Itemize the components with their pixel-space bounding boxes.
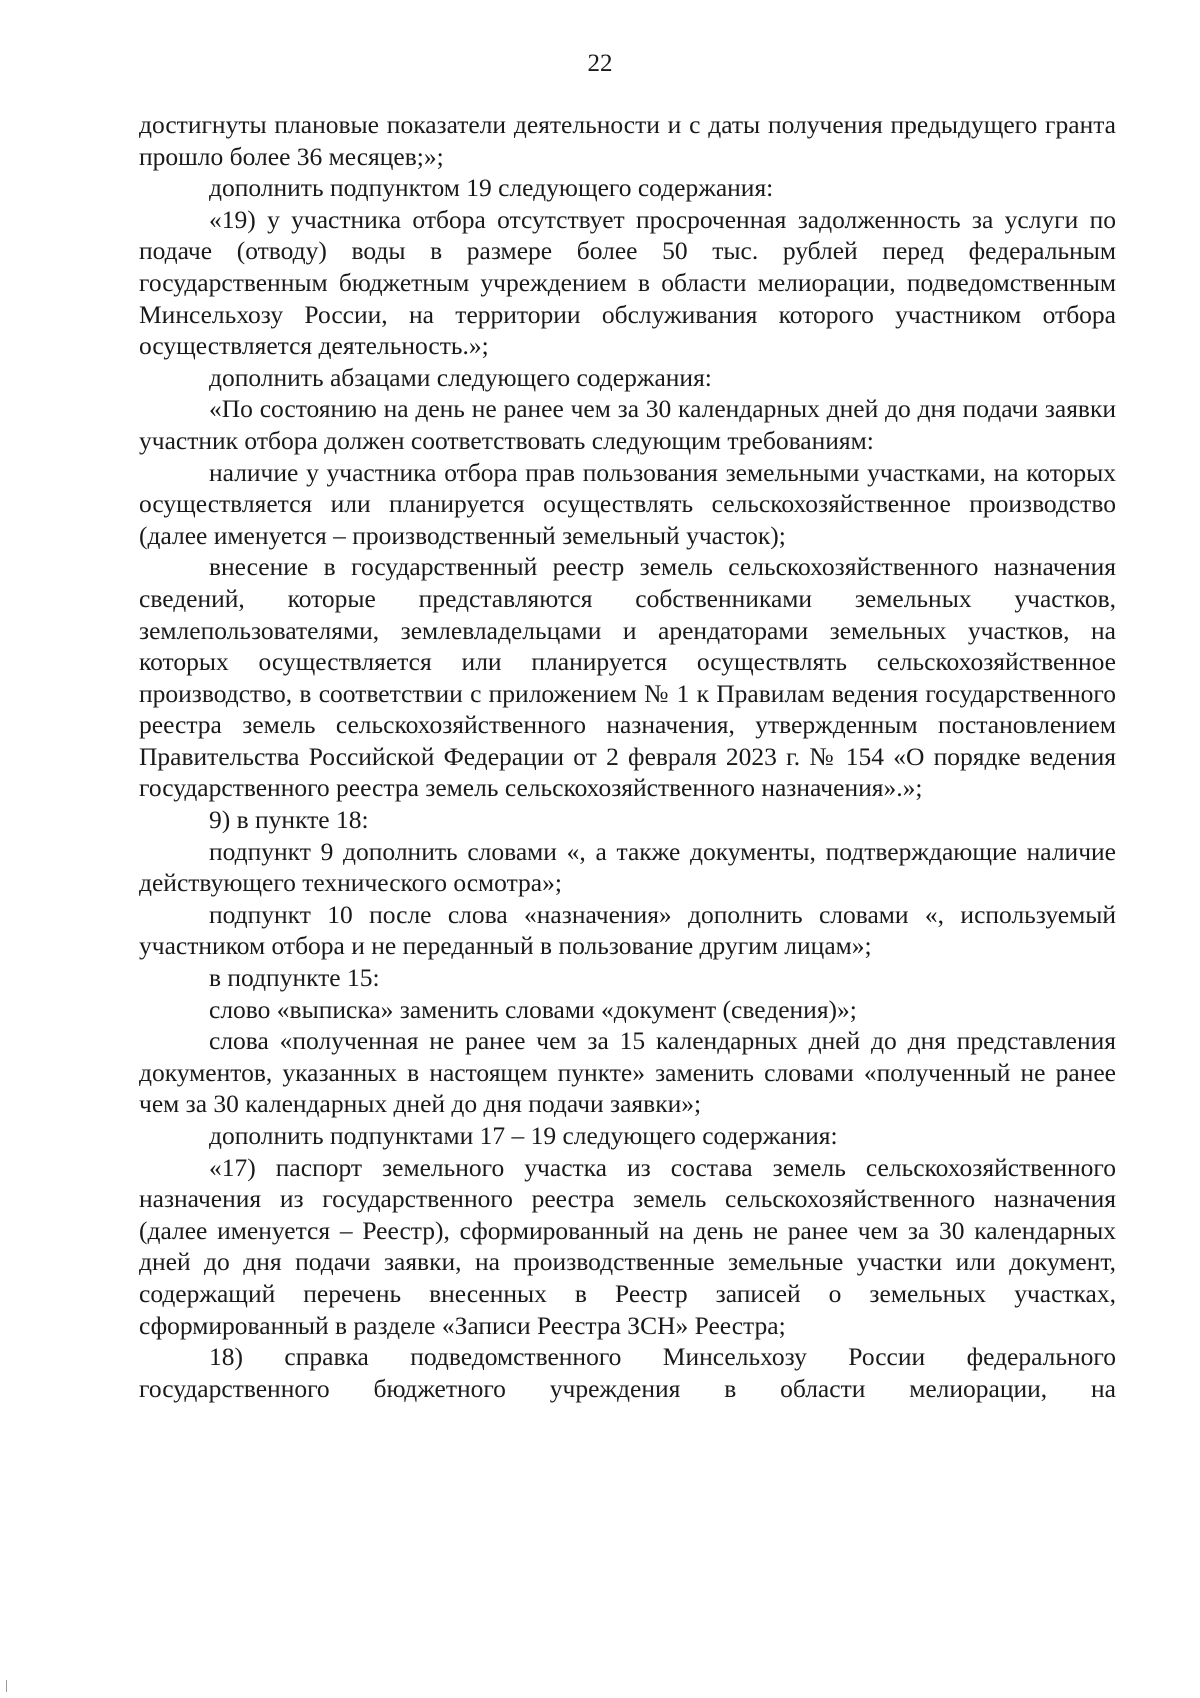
paragraph: внесение в государственный реестр земель сельскохозяйственного назначения сведений, которые представляются собственниками земельных участков, землепользователями, землевладельцами и арендаторами земельных участков, на которых осуществляется или планируется осуществлять сельскохозяйственное производство, в соответствии с приложением № 1 к Правилам ведения государственного реестра земель сельскохозяйственного назначения, утвержденным постановлением Правительства Российской Федерации от 2 февраля 2023 г. № 154 «О порядке ведения государственного реестра земель сельскохозяйственного назначения».»; <box>139 552 1116 803</box>
paragraph: «17) паспорт земельного участка из состава земель сельскохозяйственного назначения из государственного реестра земель сельскохозяйственного назначения (далее именуется – Реестр), сформированный на день не ранее чем за 30 календарных дней до дня подачи заявки, на производственные земельные участки или документ, содержащий перечень внесенных в Реестр записей о земельных участках, сформированный в разделе «Записи Реестра ЗСН» Реестра; <box>139 1152 1116 1340</box>
paragraph: 9) в пункте 18: <box>209 805 369 835</box>
paragraph: дополнить подпунктами 17 – 19 следующего содержания: <box>209 1121 838 1150</box>
paragraph: «19) у участника отбора отсутствует просроченная задолженность за услуги по подаче (отводу) воды в размере более 50 тыс. рублей перед федеральным государственным бюджетным учреждением в области мелиорации, подведомственным Минсельхозу России, на территории обслуживания которого участником отбора осуществляется деятельность.»; <box>139 204 1116 361</box>
paragraph: подпункт 10 после слова «назначения» дополнить словами «, используемый участником отбора и не переданный в пользование другим лицам»; <box>139 899 1116 961</box>
scan-margin-mark <box>6 1680 7 1692</box>
paragraph: слово «выписка» заменить словами «документ (сведения)»; <box>209 994 857 1024</box>
paragraph: дополнить абзацами следующего содержания: <box>209 362 712 392</box>
page-number: 22 <box>587 50 613 77</box>
paragraph: слова «полученная не ранее чем за 15 календарных дней до дня представления документов, указанных в настоящем пункте» заменить словами «полученный не ранее чем за 30 календарных дней до дня подачи заявки»; <box>139 1026 1116 1119</box>
paragraph: дополнить подпунктом 19 следующего содержания: <box>209 173 774 203</box>
paragraph: достигнуты плановые показатели деятельности и с даты получения предыдущего гранта прошло более 36 месяцев;»; <box>139 110 1116 171</box>
paragraph: в подпункте 15: <box>209 963 380 993</box>
paragraph: подпункт 9 дополнить словами «, а также документы, подтверждающие наличие действующего технического осмотра»; <box>139 836 1116 898</box>
document-body <box>139 109 1116 1404</box>
paragraph: наличие у участника отбора прав пользования земельными участками, на которых осуществляется или планируется осуществлять сельскохозяйственное производство (далее именуется – производственный земельный участок); <box>139 457 1116 550</box>
paragraph: 18) справка подведомственного Минсельхозу России федерального государственного бюджетного учреждения в области мелиорации, на <box>139 1342 1116 1403</box>
paragraph: «По состоянию на день не ранее чем за 30 календарных дней до дня подачи заявки участник отбора должен соответствовать следующим требованиям: <box>139 394 1116 455</box>
